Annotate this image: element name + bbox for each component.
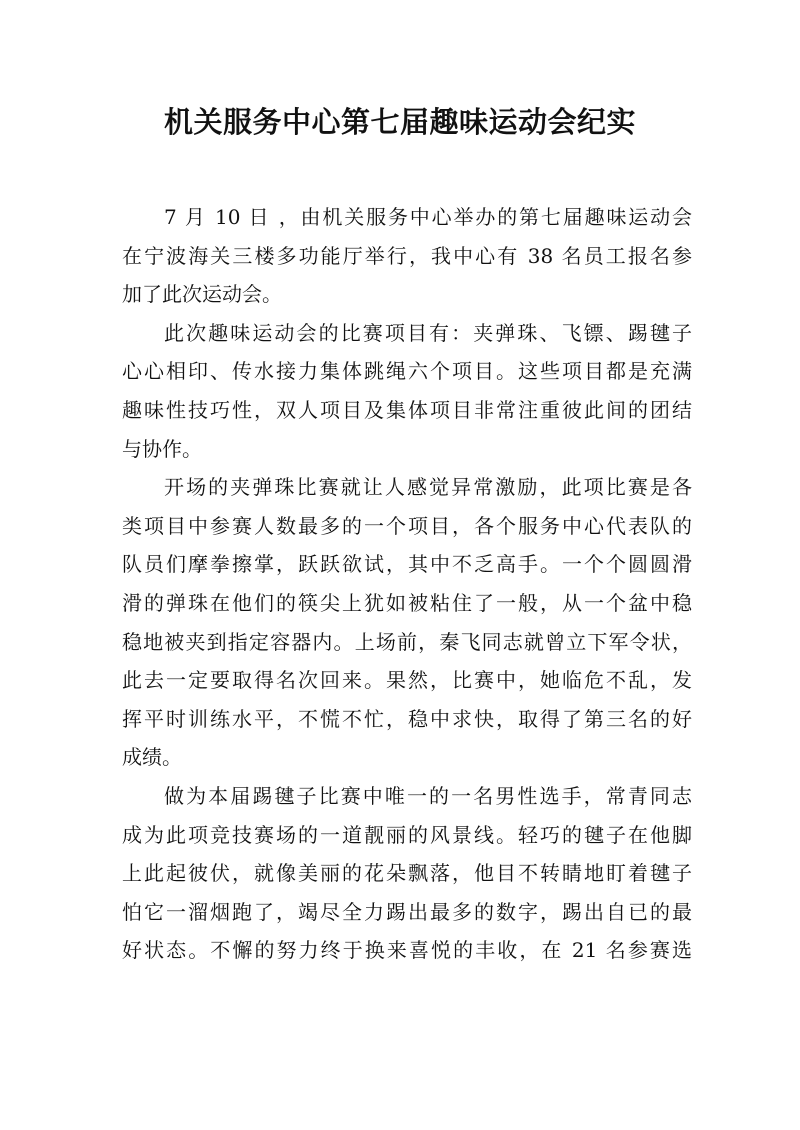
- paragraph-3-line-5: 稳地被夹到指定容器内。上场前，秦飞同志就曾立下军令状，: [122, 629, 692, 654]
- paragraph-3-line-6: 此去一定要取得名次回来。果然，比赛中，她临危不乱，发: [122, 668, 692, 693]
- paragraph-3-line-1: 开场的夹弹珠比赛就让人感觉异常激励，此项比赛是各: [164, 475, 692, 500]
- paragraph-3-line-8: 成绩。: [122, 745, 182, 770]
- paragraph-1-line-3: 加了此次运动会。: [122, 282, 282, 307]
- paragraph-4-line-4: 怕它一溜烟跑了，竭尽全力踢出最多的数字，踢出自已的最: [122, 899, 692, 924]
- paragraph-4-line-5: 好状态。不懈的努力终于换来喜悦的丰收，在 21 名参赛选: [122, 938, 692, 963]
- paragraph-1-line-2: 在宁波海关三楼多功能厅举行，我中心有 38 名员工报名参: [122, 243, 692, 268]
- paragraph-2-line-1: 此次趣味运动会的比赛项目有：夹弹珠、飞镖、踢毽子: [164, 320, 692, 345]
- paragraph-4-line-2: 成为此项竞技赛场的一道靓丽的风景线。轻巧的毽子在他脚: [122, 822, 692, 847]
- paragraph-2-line-2: 心心相印、传水接力集体跳绳六个项目。这些项目都是充满: [122, 359, 692, 384]
- paragraph-2-line-4: 与协作。: [122, 436, 202, 461]
- paragraph-4-line-3: 上此起彼伏，就像美丽的花朵飘落，他目不转睛地盯着毽子: [122, 861, 692, 886]
- paragraph-1-line-1: 7 月 10 日 ，由机关服务中心举办的第七届趣味运动会: [164, 205, 692, 229]
- paragraph-3-line-2: 类项目中参赛人数最多的一个项目，各个服务中心代表队的: [122, 513, 692, 538]
- paragraph-3-line-4: 滑的弹珠在他们的筷尖上犹如被粘住了一般，从一个盆中稳: [122, 590, 692, 615]
- paragraph-3-line-7: 挥平时训练水平，不慌不忙，稳中求快，取得了第三名的好: [122, 706, 692, 731]
- paragraph-4-line-1: 做为本届踢毽子比赛中唯一的一名男性选手，常青同志: [164, 783, 692, 808]
- paragraph-3-line-3: 队员们摩拳擦掌，跃跃欲试，其中不乏高手。一个个圆圆滑: [122, 552, 692, 577]
- document-title: 机关服务中心第七届趣味运动会纪实: [163, 105, 636, 139]
- document-body: [122, 198, 692, 970]
- paragraph-2-line-3: 趣味性技巧性，双人项目及集体项目非常注重彼此间的团结: [122, 397, 692, 422]
